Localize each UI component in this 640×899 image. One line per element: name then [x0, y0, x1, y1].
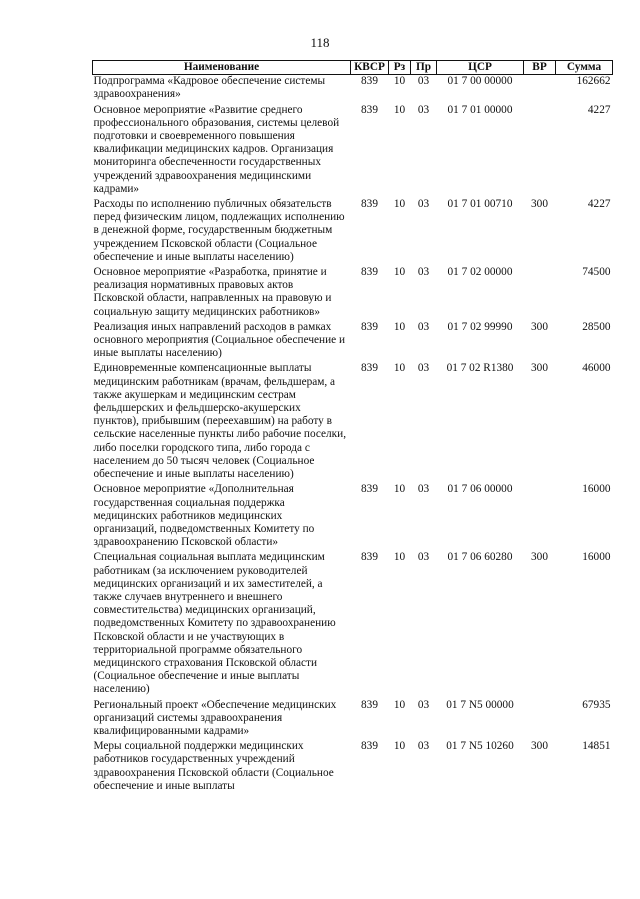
header-name: Наименование: [93, 61, 351, 75]
row-csr: 01 7 01 00710: [447, 198, 513, 211]
row-sum: 16000: [582, 551, 611, 564]
header-vr: ВР: [524, 61, 556, 75]
row-pr: 03: [417, 266, 430, 279]
row-kvsr: 839: [361, 198, 378, 211]
row-sum: 67935: [582, 698, 611, 711]
row-vr: 300: [531, 740, 548, 753]
row-name: Основное мероприятие «Развитие среднего профессионального образования, системы целевой подготовки и своевременного повышения квалификации медицинских кадров. Организация мониторинга обеспеченности государственных учреждений здравоохранения медицинскими кадрами»: [93, 103, 340, 195]
row-vr: 300: [531, 198, 548, 211]
row-kvsr: 839: [361, 362, 378, 375]
row-pr: 03: [417, 698, 430, 711]
row-csr: 01 7 06 00000: [447, 483, 513, 496]
row-kvsr: 839: [361, 320, 378, 333]
row-csr: 01 7 02 99990: [447, 320, 513, 333]
header-rz: Рз: [389, 61, 411, 75]
row-rz: 10: [393, 483, 406, 496]
row-rz: 10: [393, 198, 406, 211]
row-kvsr: 839: [361, 551, 378, 564]
row-sum: 14851: [582, 740, 611, 753]
row-sum: 46000: [582, 362, 611, 375]
row-vr: [524, 699, 556, 741]
row-csr: 01 7 02 R1380: [446, 362, 514, 375]
row-vr: [524, 483, 556, 551]
row-pr: 03: [417, 320, 430, 333]
row-rz: 10: [393, 103, 406, 116]
row-rz: 10: [393, 320, 406, 333]
row-vr: [524, 266, 556, 321]
row-pr: 03: [417, 551, 430, 564]
row-name: Единовременные компенсационные выплаты медицинским работникам (врачам, фельдшерам, а также акушеркам и медицинским сестрам фельдшерских и фельдшерско-акушерских пунктов), прибывшим (переехавшим) на работу в сельские населенные пункты либо рабочие поселки, либо поселки городского типа, либо города с населением до 50 тысяч человек (Социальное обеспечение и иные выплаты населению): [93, 362, 347, 481]
row-kvsr: 839: [361, 483, 378, 496]
row-rz: 10: [393, 362, 406, 375]
table-row: [93, 321, 613, 363]
row-kvsr: 839: [361, 75, 378, 88]
row-name: Региональный проект «Обеспечение медицинских организаций системы здравоохранения квалифицированными кадрами»: [93, 698, 337, 737]
row-name: Основное мероприятие «Дополнительная государственная социальная поддержка медицинских работников медицинских организаций, подведомственных Комитету по здравоохранению Псковской области»: [93, 483, 315, 549]
table-row: [93, 699, 613, 741]
header-kvsr: КВСР: [351, 61, 389, 75]
row-rz: 10: [393, 698, 406, 711]
row-sum: 28500: [582, 320, 611, 333]
row-rz: 10: [393, 740, 406, 753]
row-pr: 03: [417, 483, 430, 496]
table-row: [93, 75, 613, 104]
header-sum: Сумма: [556, 61, 613, 75]
table-row: [93, 198, 613, 266]
budget-table: [92, 60, 613, 795]
row-vr: 300: [531, 362, 548, 375]
table-row: [93, 266, 613, 321]
row-sum: 4227: [587, 103, 611, 116]
table-row: [93, 362, 613, 483]
row-rz: 10: [393, 75, 406, 88]
row-pr: 03: [417, 75, 430, 88]
table-row: [93, 740, 613, 795]
row-pr: 03: [417, 362, 430, 375]
row-pr: 03: [417, 740, 430, 753]
row-csr: 01 7 00 00000: [447, 75, 513, 88]
table-row: [93, 551, 613, 698]
row-sum: 4227: [587, 198, 611, 211]
row-name: Реализация иных направлений расходов в рамках основного мероприятия (Социальное обеспечение и иные выплаты населению): [93, 320, 346, 360]
row-rz: 10: [393, 551, 406, 564]
row-sum: 74500: [582, 266, 611, 279]
header-csr: ЦСР: [437, 61, 524, 75]
row-csr: 01 7 01 00000: [447, 103, 513, 116]
header-pr: Пр: [411, 61, 437, 75]
row-name: Подпрограмма «Кадровое обеспечение системы здравоохранения»: [93, 75, 326, 101]
row-pr: 03: [417, 198, 430, 211]
row-csr: 01 7 N5 00000: [446, 698, 514, 711]
row-kvsr: 839: [361, 266, 378, 279]
row-kvsr: 839: [361, 740, 378, 753]
row-pr: 03: [417, 103, 430, 116]
row-kvsr: 839: [361, 103, 378, 116]
row-vr: [524, 75, 556, 104]
table-row: [93, 483, 613, 551]
row-vr: 300: [531, 551, 548, 564]
row-rz: 10: [393, 266, 406, 279]
row-name: Специальная социальная выплата медицинским работникам (за исключением руководителей медицинских организаций и их заместителей, а также случаев внутреннего и внешнего совместительства) медицинских организаций, подведомственных Комитету по здравоохранению Псковской области и не участвующих в территориальной программе обязательного медицинского страхования Псковской области (Социальное обеспечение и иные выплаты населению): [93, 551, 336, 696]
row-kvsr: 839: [361, 698, 378, 711]
table-row: [93, 104, 613, 198]
row-vr: [524, 104, 556, 198]
row-vr: 300: [531, 320, 548, 333]
page-number: 118: [310, 35, 330, 50]
row-name: Основное мероприятие «Разработка, принятие и реализация нормативных правовых актов Псковской области, направленных на правовую и социальную защиту медицинских работников»: [93, 266, 332, 318]
row-csr: 01 7 N5 10260: [446, 740, 514, 753]
row-name: Расходы по исполнению публичных обязательств перед физическим лицом, подлежащих исполнению в денежной форме, государственным бюджетным учреждением Псковской области (Социальное обеспечение и иные выплаты населению): [93, 198, 345, 263]
row-csr: 01 7 06 60280: [447, 551, 513, 564]
row-sum: 16000: [582, 483, 611, 496]
table-header-row: [93, 61, 613, 75]
row-sum: 162662: [576, 75, 611, 88]
row-csr: 01 7 02 00000: [447, 266, 513, 279]
row-name: Меры социальной поддержки медицинских работников государственных учреждений здравоохранения Псковской области (Социальное обеспечение и иные выплаты: [93, 740, 334, 792]
